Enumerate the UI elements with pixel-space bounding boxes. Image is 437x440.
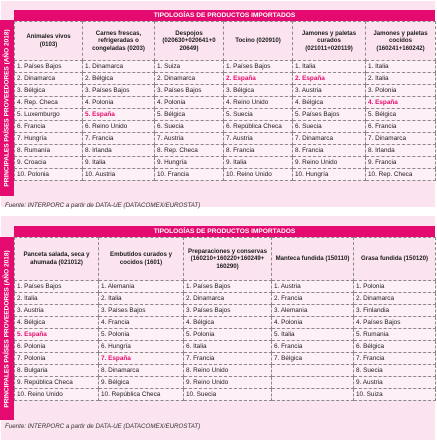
table-cell: 2. Italia bbox=[15, 293, 99, 305]
table-cell: 6. Suecia bbox=[293, 121, 366, 133]
table-row bbox=[15, 85, 436, 97]
table-cell: 8. Dinamarca bbox=[99, 365, 184, 377]
table-cell: 8. Bulgaria bbox=[15, 365, 99, 377]
table-cell: 5. España bbox=[15, 329, 99, 341]
table-cell: 9. Austria bbox=[354, 377, 436, 389]
side-label-1: PRINCIPALES PAÍSES PROVEEDORES (AÑO 2018) bbox=[3, 29, 11, 187]
table-cell: 10. Hungría bbox=[293, 169, 366, 181]
table-cell: 7. Francia bbox=[354, 353, 436, 365]
table-cell: 7. Francia bbox=[184, 353, 272, 365]
table-cell: 7. Polonia bbox=[15, 353, 99, 365]
table-cell: 6. Reino Unido bbox=[83, 121, 155, 133]
table-cell: 5. Bélgica bbox=[155, 109, 224, 121]
table-cell: 6. Francia bbox=[366, 121, 436, 133]
table-cell: 8. Rumanía bbox=[15, 145, 83, 157]
table-cell: 7. Bélgica bbox=[272, 353, 354, 365]
table-cell: 5. Italia bbox=[272, 329, 354, 341]
table-cell: 1. Dinamarca bbox=[83, 61, 155, 73]
table-cell: 4. Polonia bbox=[155, 97, 224, 109]
table-cell: 8. Rep. Checa bbox=[155, 145, 224, 157]
table-cell: 4. Reino Unido bbox=[224, 97, 293, 109]
table-cell: 3. Bélgica bbox=[224, 85, 293, 97]
table-row bbox=[15, 145, 436, 157]
side-label-2: PRINCIPALES PAÍSES PROVEEDORES (AÑO 2018) bbox=[3, 249, 11, 408]
table-cell: 6. Hungría bbox=[99, 341, 184, 353]
table-cell bbox=[272, 389, 354, 401]
table-row bbox=[15, 169, 436, 181]
table-row bbox=[15, 133, 436, 145]
table-cell: 4. Polonia bbox=[272, 317, 354, 329]
table-cell: 7. España bbox=[99, 353, 184, 365]
table-cell: 6. Bélgica bbox=[354, 341, 436, 353]
table-cell: 4. Bélgica bbox=[184, 317, 272, 329]
table-cell: 1. Alemania bbox=[99, 281, 184, 293]
table-cell: 2. España bbox=[224, 73, 293, 85]
table-cell: 1. Austria bbox=[272, 281, 354, 293]
table-cell: 7. Dinamarca bbox=[366, 133, 436, 145]
table-cell: 1. Italia bbox=[293, 61, 366, 73]
table-cell: 1. Italia bbox=[366, 61, 436, 73]
table-cell: 10. Reino Unido bbox=[15, 389, 99, 401]
table-cell: 8. Reino Unido bbox=[184, 365, 272, 377]
table-cell: 4. Francia bbox=[99, 317, 184, 329]
table-cell: 2. Dinamarca bbox=[354, 293, 436, 305]
column-header: Animales vivos (0103) bbox=[15, 22, 83, 61]
table-cell: 10. Polonia bbox=[15, 169, 83, 181]
table-cell: 1. Países Bajos bbox=[184, 281, 272, 293]
table-cell: 8. Suecia bbox=[354, 365, 436, 377]
table-cell: 2. Italia bbox=[366, 73, 436, 85]
column-header: Manteca fundida (150110) bbox=[272, 238, 354, 281]
table-cell: 1. Países Bajos bbox=[224, 61, 293, 73]
column-header: Carnes frescas, refrigeradas o congeladas (0203) bbox=[83, 22, 155, 61]
table-cell: 2. Dinamarca bbox=[184, 293, 272, 305]
table-cell: 6. Francia bbox=[15, 121, 83, 133]
column-header: Preparaciones y conservas (160210+160220+160249+ 160290) bbox=[184, 238, 272, 281]
table-cell: 5. Rumania bbox=[354, 329, 436, 341]
table-cell: 5. Países Bajos bbox=[293, 109, 366, 121]
column-header: Grasa fundida (150120) bbox=[354, 238, 436, 281]
table-cell: 6. Italia bbox=[184, 341, 272, 353]
table-row bbox=[15, 389, 436, 401]
table-row bbox=[15, 305, 436, 317]
table-cell: 2. Italia bbox=[99, 293, 184, 305]
table-row bbox=[15, 281, 436, 293]
table-cell: 7. Dinamarca bbox=[293, 133, 366, 145]
table-cell: 4. Bélgica bbox=[15, 317, 99, 329]
source-note-1: Fuente: INTERPORC a partir de DATA-UE (DATACOMEX/EUROSTAT) bbox=[5, 202, 201, 209]
table-row bbox=[15, 377, 436, 389]
table-row bbox=[15, 293, 436, 305]
table-cell: 8. Francia bbox=[293, 145, 366, 157]
table-cell: 3. Polonia bbox=[366, 85, 436, 97]
table-cell: 10. Suecia bbox=[184, 389, 272, 401]
table-cell bbox=[272, 377, 354, 389]
table-cell: 2. Bélgica bbox=[83, 73, 155, 85]
table-cell: 3. Países Bajos bbox=[155, 85, 224, 97]
table-cell: 2. Dinamarca bbox=[155, 73, 224, 85]
table-row bbox=[15, 329, 436, 341]
table-cell: 5. Suecia bbox=[224, 109, 293, 121]
table-cell: 5. Polonia bbox=[184, 329, 272, 341]
table-cell: 7. Hungría bbox=[15, 133, 83, 145]
table-cell: 9. Croacia bbox=[15, 157, 83, 169]
table-cell: 2. Dinamarca bbox=[15, 73, 83, 85]
table-cell: 6. República Checa bbox=[224, 121, 293, 133]
table-cell: 3. Alemania bbox=[272, 305, 354, 317]
side-label-bar-2 bbox=[0, 237, 14, 420]
table-row bbox=[15, 109, 436, 121]
table-cell: 4. Rep. Checa bbox=[15, 97, 83, 109]
table-cell: 9. Italia bbox=[224, 157, 293, 169]
column-header: Jamones y paletas cocidos (160241+160242) bbox=[366, 22, 436, 61]
table-cell: 4. Polonia bbox=[83, 97, 155, 109]
table-cell: 8. Irlanda bbox=[83, 145, 155, 157]
table-cell: 6. Suecia bbox=[155, 121, 224, 133]
table-cell: 5. Bélgica bbox=[366, 109, 436, 121]
table-row bbox=[15, 353, 436, 365]
source-note-2: Fuente: INTERPORC a partir de DATA-UE (DATACOMEX/EUROSTAT) bbox=[5, 423, 201, 430]
table-cell: 8. Francia bbox=[224, 145, 293, 157]
table-cell: 10. Austria bbox=[83, 169, 155, 181]
products-table-2 bbox=[14, 237, 436, 401]
table-cell: 3. Finlandia bbox=[354, 305, 436, 317]
table-cell: 9. Italia bbox=[83, 157, 155, 169]
table-cell: 10. Suiza bbox=[354, 389, 436, 401]
table-cell: 7. Austria bbox=[155, 133, 224, 145]
table-row bbox=[15, 341, 436, 353]
column-header: Panceta salada, seca y ahumada (021012) bbox=[15, 238, 99, 281]
table-cell: 3. Países Bajos bbox=[83, 85, 155, 97]
table-cell: 1. Países Bajos bbox=[15, 61, 83, 73]
table-title-1: TIPOLOGÍAS DE PRODUCTOS IMPORTADOS bbox=[14, 10, 435, 21]
column-header: Despojos (020630+020641+0 20649) bbox=[155, 22, 224, 61]
table-cell: 4. España bbox=[366, 97, 436, 109]
table-cell: 7. Austria bbox=[224, 133, 293, 145]
column-header: Jamones y paletas curados (021011+020119) bbox=[293, 22, 366, 61]
table-cell: 9. Francia bbox=[366, 157, 436, 169]
table-cell: 9. Reino Unido bbox=[184, 377, 272, 389]
table-cell: 1. Suiza bbox=[155, 61, 224, 73]
table-cell bbox=[272, 365, 354, 377]
table-cell: 5. Polonia bbox=[99, 329, 184, 341]
table-cell: 5. España bbox=[83, 109, 155, 121]
table-cell: 3. Países Bajos bbox=[99, 305, 184, 317]
table-cell: 10. Rep. Checa bbox=[366, 169, 436, 181]
table-cell: 3. Bélgica bbox=[15, 85, 83, 97]
table-cell: 4. Bélgica bbox=[293, 97, 366, 109]
table-cell: 10. Francia bbox=[155, 169, 224, 181]
table-title-2: TIPOLOGÍAS DE PRODUCTOS IMPORTADOS bbox=[14, 226, 435, 237]
table-cell: 1. Países Bajos bbox=[15, 281, 99, 293]
table-row bbox=[15, 157, 436, 169]
side-label-bar-1 bbox=[0, 20, 14, 196]
table-row bbox=[15, 317, 436, 329]
column-header: Embutidos curados y cocidos (1601) bbox=[99, 238, 184, 281]
table-cell: 7. Francia bbox=[83, 133, 155, 145]
table-cell: 5. Luxemburgo bbox=[15, 109, 83, 121]
table-cell: 10. Reino Unido bbox=[224, 169, 293, 181]
table-cell: 9. Hungría bbox=[155, 157, 224, 169]
table-row bbox=[15, 121, 436, 133]
table-row bbox=[15, 61, 436, 73]
column-header: Tocino (020910) bbox=[224, 22, 293, 61]
table-cell: 6. Polonia bbox=[15, 341, 99, 353]
table-cell: 8. Irlanda bbox=[366, 145, 436, 157]
table-cell: 3. Austria bbox=[293, 85, 366, 97]
table-cell: 3. Austria bbox=[15, 305, 99, 317]
table-row bbox=[15, 365, 436, 377]
table-row bbox=[15, 97, 436, 109]
table-cell: 9. República Checa bbox=[15, 377, 99, 389]
table-cell: 10. República Checa bbox=[99, 389, 184, 401]
table-cell: 1. Polonia bbox=[354, 281, 436, 293]
table-cell: 9. Reino Unido bbox=[293, 157, 366, 169]
table-cell: 6. Francia bbox=[272, 341, 354, 353]
table-cell: 4. Países Bajos bbox=[354, 317, 436, 329]
table-cell: 2. España bbox=[293, 73, 366, 85]
table-row bbox=[15, 73, 436, 85]
products-table-1 bbox=[14, 21, 436, 181]
table-cell: 3. Países Bajos bbox=[184, 305, 272, 317]
table-cell: 2. Francia bbox=[272, 293, 354, 305]
table-cell: 9. Bélgica bbox=[99, 377, 184, 389]
